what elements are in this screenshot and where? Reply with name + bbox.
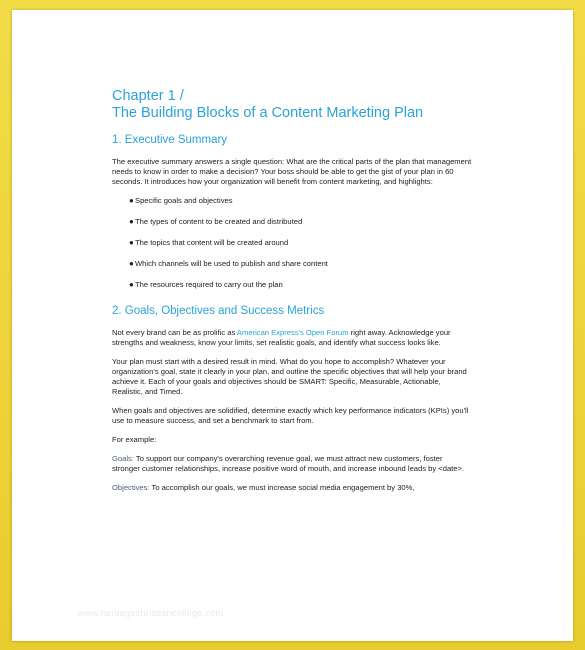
chapter-title [112, 88, 472, 122]
list-item: ● The topics that content will be created around [129, 238, 289, 247]
document-page [12, 10, 573, 641]
open-forum-link[interactable]: American Express's Open Forum [236, 328, 349, 337]
goals-paragraph-3: When goals and objectives are solidified, determine exactly which key performance indicators (KPIs) you'll use to measure success, and set a benchmark to start from. [112, 406, 469, 425]
bullet-icon: ● [129, 217, 134, 226]
list-item: ● The types of content to be created and distributed [129, 217, 303, 226]
executive-summary-intro: The executive summary answers a single question: What are the critical parts of the plan that management needs to know in order to make a decision? Your boss should be able to get the gist of your plan in 60 seconds. It introduces how your organization will benefit from content marketing, and highlights: [112, 157, 472, 186]
section-heading-goals: 2. Goals, Objectives and Success Metrics [112, 305, 325, 317]
bullet-icon: ● [129, 196, 134, 205]
goals-label: Goals: [112, 454, 134, 463]
goals-paragraph-2: Your plan must start with a desired result in mind. What do you hope to accomplish? Whatever your organization's goal, state it clearly in your plan, and outline the specific objectives that will help your brand achieve it. Each of your goals and objectives should be SMART: Specific, Measurable, Actionable, Realistic, and Timed. [112, 357, 467, 396]
list-item: ● The resources required to carry out the plan [129, 280, 283, 289]
chapter-name: The Building Blocks of a Content Marketing Plan [112, 105, 424, 121]
section-heading-executive-summary: 1. Executive Summary [112, 134, 228, 146]
objectives-label: Objectives: [112, 483, 150, 492]
list-item: ● Which channels will be used to publish and share content [129, 259, 328, 268]
chapter-number: Chapter 1 / [112, 88, 184, 104]
watermark: www.heritagechristiancollege.com [78, 608, 224, 618]
bullet-icon: ● [129, 259, 134, 268]
document-content [112, 88, 472, 502]
goals-example: Goals: To support our company's overarching revenue goal, we must attract new customers, foster stronger customer relationships, increase positive word of mouth, and increase inbound leads by <date>. [112, 454, 465, 473]
example-label: For example: [112, 435, 157, 444]
objectives-example: Objectives: To accomplish our goals, we must increase social media engagement by 30%, [112, 483, 415, 492]
highlights-list [130, 196, 472, 290]
list-item: ● Specific goals and objectives [129, 196, 233, 205]
bullet-icon: ● [129, 280, 134, 289]
bullet-icon: ● [129, 238, 134, 247]
goals-paragraph-1: Not every brand can be as prolific as American Express's Open Forum right away. Acknowledge your strengths and weakness, know your limits, set realistic goals, and identify what success looks like. [112, 328, 451, 347]
